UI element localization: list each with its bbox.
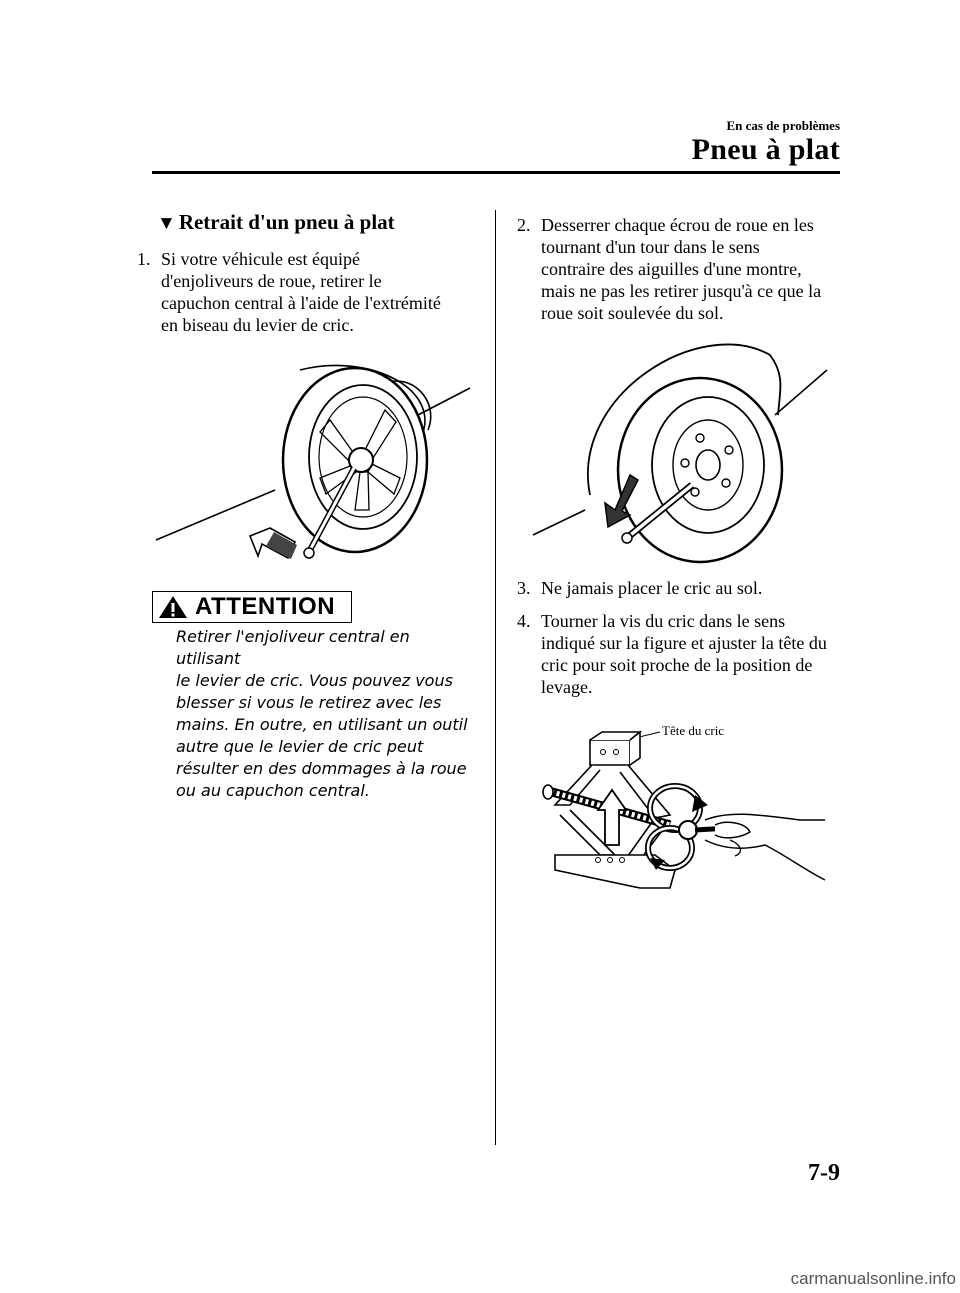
wheel-cap-removal-figure (150, 360, 480, 575)
lug-nut-loosening-figure (530, 335, 830, 565)
step-1 (137, 248, 482, 336)
step-number: 1. (137, 249, 151, 269)
step-2 (517, 214, 847, 324)
step-3 (517, 577, 847, 599)
step-text: Desserrer chaque écrou de roue en les tournant d'un tour dans le sens contraire des aiguilles d'une montre, mais ne pas les retirer jusqu'à ce que la roue soit soulevée du sol. (541, 215, 822, 323)
section-heading: Pneu à plat (691, 133, 840, 166)
step-number: 3. (517, 578, 531, 598)
triangle-marker-icon: ▼ (157, 213, 176, 234)
step-number: 4. (517, 611, 531, 631)
step-text: Ne jamais placer le cric au sol. (541, 578, 763, 598)
attention-label: ATTENTION (195, 593, 336, 620)
subsection-title (157, 210, 395, 235)
attention-text: Retirer l'enjoliveur central en utilisant le levier de cric. Vous pouvez vous blesser si vous le retirez avec les mains. En outre, en utilisant un outil autre que le levier de cric peut résulter en des dommages à la roue ou au capuchon central. (176, 627, 468, 800)
subsection-title-text: Retrait d'un pneu à plat (178, 210, 395, 234)
column-divider (495, 210, 496, 1145)
warning-triangle-icon (157, 594, 189, 620)
step-text: Si votre véhicule est équipé d'enjoliveurs de roue, retirer le capuchon central à l'aide de l'extrémité en biseau du levier de cric. (161, 249, 441, 335)
chapter-title: En cas de problèmes (726, 118, 840, 133)
jack-head-callout: Tête du cric (662, 723, 725, 738)
step-text: Tourner la vis du cric dans le sens indiqué sur la figure et ajuster la tête du cric pour soit proche de la position de levage. (541, 611, 827, 697)
jack-figure (530, 720, 830, 895)
page-number: 7-9 (808, 1160, 840, 1186)
header-rule (152, 171, 840, 174)
attention-box (152, 591, 352, 623)
watermark-text: carmanualsonline.info (790, 1269, 956, 1288)
step-number: 2. (517, 215, 531, 235)
step-4 (517, 610, 847, 698)
